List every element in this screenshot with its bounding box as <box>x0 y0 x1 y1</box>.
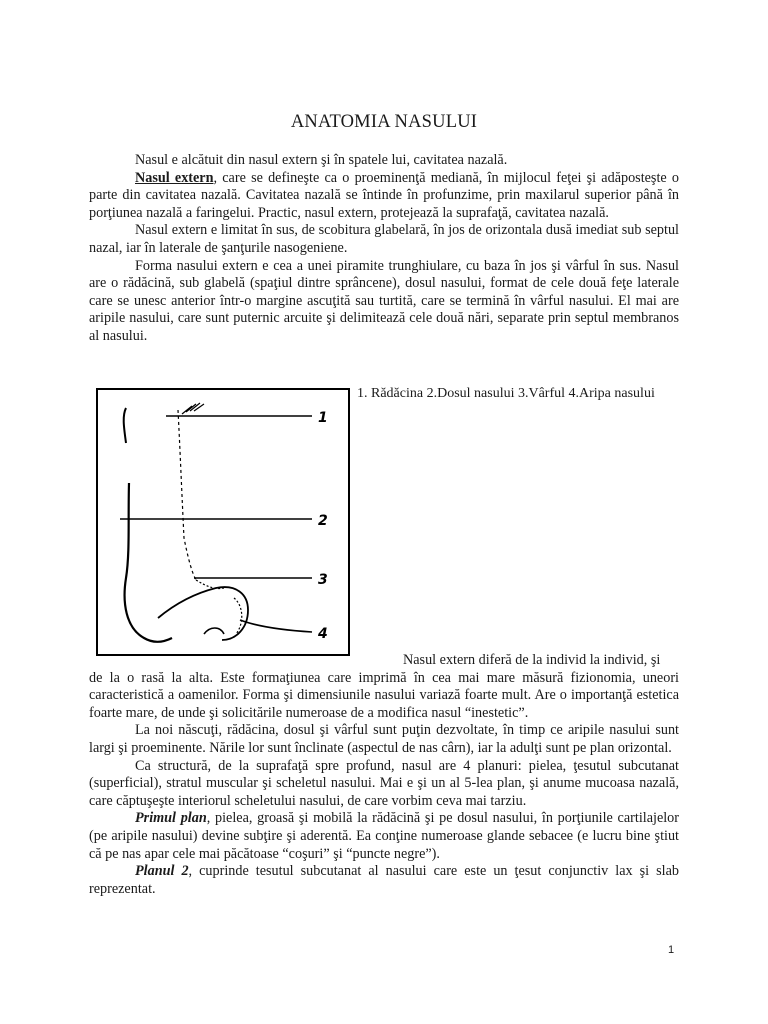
paragraph-3: Nasul extern e limitat în sus, de scobitura glabelară, în jos de orizontala dusă imediat sub septul nazal, iar în laterale de şanţurile nasogeniene. <box>89 222 679 256</box>
paragraph-5: de la o rasă la alta. Este formaţiunea care imprimă în cea mai mare măsură fizionomia, uneori caracteristică a oamenilor. Forma şi dimensiunile nasului variază foarte mult. Are o importanţă estetica foarte mare, de unde şi solicitările numeroase de a modifica nasul “inestetic”. <box>89 669 679 721</box>
leader-line-4 <box>240 620 312 632</box>
figure-label-4: 4 <box>318 626 328 642</box>
forehead-outline <box>124 408 126 443</box>
term-primul-plan: Primul plan <box>135 810 207 827</box>
paragraph-8 <box>89 810 679 863</box>
paragraph-8-text: , pielea, groasă şi mobilă la rădăcină şi pe dosul nasului, în porţiunile cartilajelor (pe aripile nasului) devine subţire şi aderentă. Ea conţine numeroase glande sebacee (e lucru bine ştiut că pe nas apar cele mai păcătoase “coşuri” şi “puncte negre”). <box>89 810 679 862</box>
ala-hatching <box>234 598 242 634</box>
paragraph-7: Ca structură, de la suprafaţă spre profund, nasul are 4 planuri: pielea, ţesutul subcutanat (superficial), stratul muscular şi scheletul nasului. Mai e şi un al 5-lea plan, şi anume mucoasa nazală, care căptuşeşte interiorul scheletului nasului, de care vorbim ceva mai tarziu. <box>89 757 679 809</box>
nose-diagram <box>96 388 350 656</box>
root-hatching <box>182 403 204 414</box>
paragraph-2-text: , care se defineşte ca o proeminenţă mediană, în mijlocul feţei şi adăposteşte o parte din cavitatea nazală. Cavitatea nazală se întinde în profunzime, prin maxilarul superior până în porţiunea nazală a faringelui. Practic, nasul extern, protejează la suprafaţă, cavitatea nazală. <box>89 169 679 221</box>
paragraph-2 <box>89 170 679 223</box>
term-nasul-extern: Nasul extern <box>135 169 214 186</box>
figure-label-1: 1 <box>318 410 328 426</box>
nostril-outline <box>204 628 224 634</box>
paragraph-5-first-line: Nasul extern diferă de la individ la individ, şi <box>403 652 661 668</box>
paragraph-6: La noi născuţi, rădăcina, dosul şi vârful sunt puţin dezvoltate, în timp ce aripile nasului sunt largi şi proeminente. Nările lor sunt înclinate (aspectul de nas cârn), iar la adulţi sunt pe plan orizontal. <box>89 722 679 756</box>
paragraph-4: Forma nasului extern e cea a unei piramite trunghiulare, cu baza în jos şi vârful în sus. Nasul are o rădăcină, sub glabelă (spaţiul dintre sprâncene), dosul nasului, format de cele două feţe laterale care se unesc anterior într-o margine ascuţită sau turtită, care se termină în vârful nasului. El mai are aripile nasului, care sunt puternic arcuite şi delimitează cele două nări, separate prin septul membranos al nasului. <box>89 257 679 344</box>
page-number: 1 <box>668 944 675 956</box>
paragraph-9 <box>89 863 679 898</box>
figure-caption: 1. Rădăcina 2.Dosul nasului 3.Vârful 4.Aripa nasului <box>357 386 655 401</box>
page-title: ANATOMIA NASULUI <box>290 112 478 132</box>
paragraph-9-text: , cuprinde tesutul subcutanat al nasului care este un ţesut conjunctiv lax şi slab reprezentat. <box>89 863 679 897</box>
dorsum-hatching <box>178 410 196 580</box>
intro-section <box>89 152 679 346</box>
continuation-section <box>89 652 679 898</box>
figure-frame <box>97 389 349 655</box>
figure-label-3: 3 <box>318 572 328 588</box>
term-planul-2: Planul 2 <box>135 863 189 880</box>
figure-label-2: 2 <box>318 513 328 529</box>
ala-outline <box>158 587 248 640</box>
nose-diagram-svg <box>96 388 350 656</box>
paragraph-1: Nasul e alcătuit din nasul extern şi în spatele lui, cavitatea nazală. <box>135 152 508 168</box>
face-outline <box>125 483 172 642</box>
